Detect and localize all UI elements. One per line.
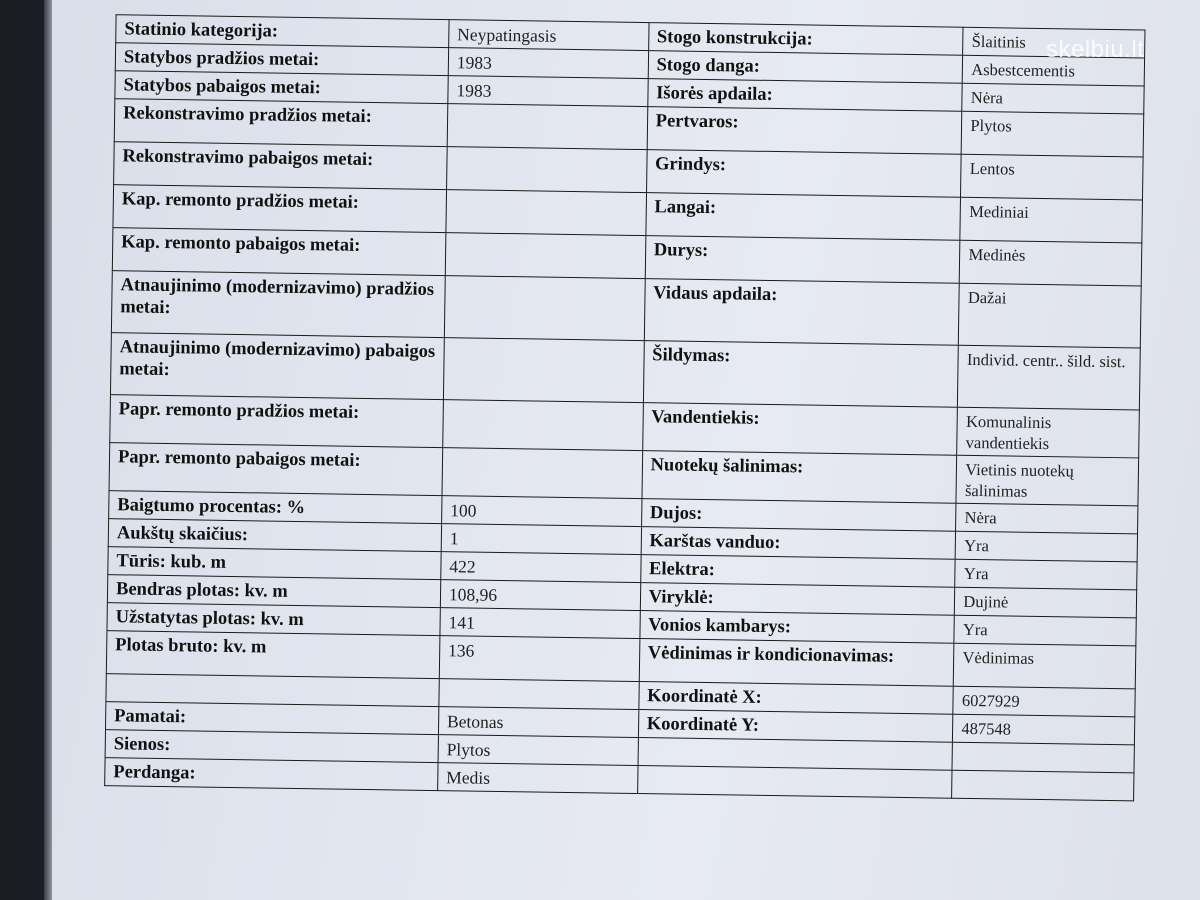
field-label: Grindys: <box>646 150 961 198</box>
field-value: Dujinė <box>955 587 1137 618</box>
field-value <box>446 147 646 193</box>
field-value <box>443 338 644 403</box>
field-value: Plytos <box>438 735 638 766</box>
field-value: 1 <box>441 524 641 555</box>
field-label: Papr. remonto pradžios metai: <box>110 395 444 448</box>
field-value: 487548 <box>953 714 1135 745</box>
field-value <box>439 679 639 710</box>
field-value: Komunalinis vandentiekis <box>957 407 1139 458</box>
field-label: Durys: <box>645 236 960 284</box>
field-label: Išorės apdaila: <box>647 79 962 112</box>
field-label: Šildymas: <box>643 341 959 408</box>
field-value: 141 <box>440 608 640 639</box>
field-label: Koordinatė Y: <box>638 710 953 743</box>
field-label <box>637 766 952 799</box>
field-label: Pertvaros: <box>647 107 962 155</box>
field-label: Papr. remonto pabaigos metai: <box>109 443 443 496</box>
field-value: 1983 <box>448 76 648 107</box>
field-label: Vonios kambarys: <box>640 611 955 644</box>
field-label: Viryklė: <box>640 583 955 616</box>
field-value: Individ. centr.. šild. sist. <box>958 345 1141 410</box>
field-value: 422 <box>441 552 641 583</box>
field-label: Statinio kategorija: <box>116 15 449 48</box>
field-label: Atnaujinimo (modernizavimo) pradžios metai: <box>111 271 445 338</box>
field-value: Yra <box>954 615 1136 646</box>
field-value: Asbestcementis <box>963 55 1145 86</box>
field-value <box>442 448 642 499</box>
field-value: Medinės <box>960 240 1142 286</box>
building-data-sheet <box>90 0 1162 794</box>
field-label: Perdanga: <box>105 758 438 791</box>
field-label: Bendras plotas: kv. m <box>107 575 440 608</box>
field-value: Medis <box>438 763 638 794</box>
field-label: Karštas vanduo: <box>641 527 956 560</box>
field-label: Kap. remonto pabaigos metai: <box>112 228 446 276</box>
field-value: 100 <box>441 496 641 527</box>
table-body <box>105 15 1145 801</box>
field-value: Nėra <box>962 83 1144 114</box>
field-value: Dažai <box>959 283 1142 348</box>
field-value <box>446 190 646 236</box>
field-label: Aukštų skaičius: <box>108 519 441 552</box>
field-label: Nuotekų šalinimas: <box>642 451 957 504</box>
field-label: Rekonstravimo pradžios metai: <box>114 99 448 147</box>
field-label: Koordinatė X: <box>638 682 953 715</box>
field-value: Vietinis nuotekų šalinimas <box>956 455 1138 506</box>
field-value: 6027929 <box>953 686 1135 717</box>
field-label: Rekonstravimo pabaigos metai: <box>114 142 448 190</box>
field-label: Kap. remonto pradžios metai: <box>113 185 447 233</box>
field-label: Elektra: <box>640 555 955 588</box>
field-label: Vėdinimas ir kondicionavimas: <box>639 639 954 687</box>
field-label: Dujos: <box>641 499 956 532</box>
field-value: Vėdinimas <box>954 643 1136 689</box>
field-value: Neypatingasis <box>449 20 649 51</box>
field-value: Plytos <box>962 111 1144 157</box>
site-watermark: skelbiu.lt <box>1046 36 1145 63</box>
field-label: Langai: <box>646 193 961 241</box>
field-label: Stogo danga: <box>648 51 963 84</box>
field-label: Plotas bruto: kv. m <box>106 631 440 679</box>
field-label: Sienos: <box>105 730 438 763</box>
field-value <box>443 400 643 451</box>
field-label: Atnaujinimo (modernizavimo) pabaigos metai: <box>110 333 444 400</box>
field-value: Yra <box>955 559 1137 590</box>
field-value: Šlaitinis <box>963 27 1145 58</box>
field-value <box>952 770 1134 801</box>
field-label: Statybos pabaigos metai: <box>115 71 448 104</box>
field-label: Pamatai: <box>105 702 438 735</box>
field-value: 136 <box>439 636 639 682</box>
field-value: Nėra <box>956 503 1138 534</box>
field-value <box>447 104 647 150</box>
field-value: Mediniai <box>960 197 1142 243</box>
field-value <box>444 276 645 341</box>
building-characteristics-table <box>104 14 1145 801</box>
field-value: Yra <box>956 531 1138 562</box>
field-value: 108,96 <box>440 580 640 611</box>
field-value: 1983 <box>448 48 648 79</box>
field-value: Lentos <box>961 154 1143 200</box>
field-label: Vandentiekis: <box>642 403 957 456</box>
field-label: Stogo konstrukcija: <box>648 23 963 56</box>
field-label: Užstatytas plotas: kv. m <box>107 603 440 636</box>
field-label: Statybos pradžios metai: <box>115 43 448 76</box>
field-value <box>445 233 645 279</box>
field-label: Baigtumo procentas: % <box>109 491 442 524</box>
field-label: Vidaus apdaila: <box>644 279 960 346</box>
field-value <box>952 742 1134 773</box>
field-label: Tūris: kub. m <box>108 547 441 580</box>
field-value: Betonas <box>438 707 638 738</box>
